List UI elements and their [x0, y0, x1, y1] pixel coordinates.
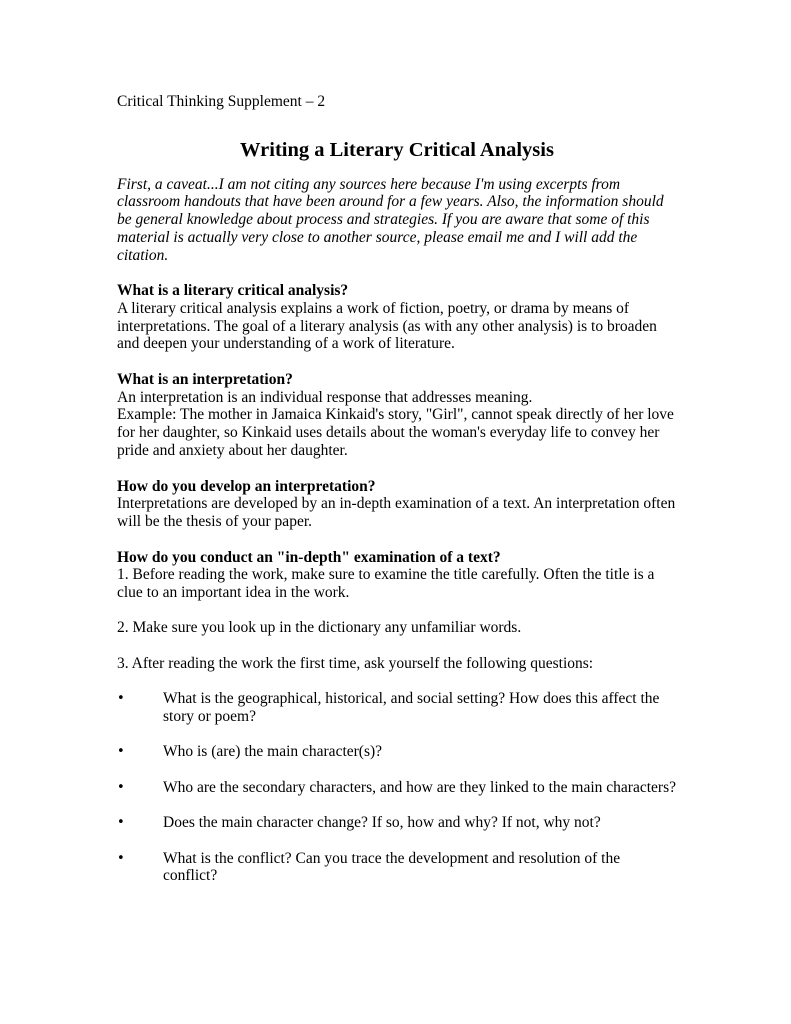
section-develop-interpretation	[117, 478, 677, 531]
list-item-text: Who are the secondary characters, and how are they linked to the main characters?	[163, 778, 676, 796]
list-item	[117, 850, 677, 885]
supplement-header: Critical Thinking Supplement – 2	[117, 93, 326, 110]
step-3: 3. After reading the work the first time, ask yourself the following questions:	[117, 654, 594, 672]
spacer	[117, 602, 677, 620]
bullet-icon: •	[117, 744, 125, 760]
spacer	[117, 673, 677, 691]
section-heading: How do you conduct an "in-depth" examination of a text?	[117, 548, 501, 566]
list-item-text: What is the conflict? Can you trace the development and resolution of the conflict?	[163, 849, 621, 885]
section-heading: What is an interpretation?	[117, 371, 293, 389]
question-list	[117, 690, 677, 885]
bullet-icon: •	[117, 779, 125, 795]
list-item-text: Who is (are) the main character(s)?	[163, 743, 383, 761]
list-item	[117, 814, 677, 832]
section-body: An interpretation is an individual response that addresses meaning.	[117, 388, 533, 406]
section-in-depth-examination	[117, 549, 677, 885]
section-heading: What is a literary critical analysis?	[117, 282, 349, 300]
bullet-icon: •	[117, 815, 125, 831]
section-example: Example: The mother in Jamaica Kinkaid's story, "Girl", cannot speak directly of her love for her daughter, so Kinkaid uses details about the woman's everyday life to convey her pride and anxiety about her daughter.	[117, 406, 674, 459]
list-item-text: What is the geographical, historical, and social setting? How does this affect the story or poem?	[163, 690, 660, 725]
section-body: A literary critical analysis explains a work of fiction, poetry, or drama by means of interpretations. The goal of a literary analysis (as with any other analysis) is to broaden and deepen your understanding of a work of literature.	[117, 299, 657, 353]
step-1: 1. Before reading the work, make sure to examine the title carefully. Often the title is a clue to an important idea in the work.	[117, 566, 655, 602]
section-interpretation	[117, 371, 677, 460]
list-item	[117, 779, 677, 797]
bullet-icon: •	[117, 850, 125, 866]
list-item-text: Does the main character change? If so, how and why? If not, why not?	[163, 814, 601, 832]
caveat-paragraph: First, a caveat...I am not citing any sources here because I'm using excerpts from classroom handouts that have been around for a few years. Also, the information should be general knowledge about process and strategies. If you are aware that some of this material is actually very close to another source, please email me and I will add the citation.	[117, 175, 664, 264]
document-page	[117, 93, 677, 903]
section-heading: How do you develop an interpretation?	[117, 477, 376, 495]
bullet-icon: •	[117, 691, 125, 707]
document-title: Writing a Literary Critical Analysis	[240, 138, 554, 161]
section-body: Interpretations are developed by an in-depth examination of a text. An interpretation often will be the thesis of your paper.	[117, 495, 676, 530]
list-item	[117, 743, 677, 761]
section-literary-analysis	[117, 282, 677, 353]
step-2: 2. Make sure you look up in the dictionary any unfamiliar words.	[117, 619, 522, 637]
list-item	[117, 690, 677, 725]
spacer	[117, 637, 677, 655]
